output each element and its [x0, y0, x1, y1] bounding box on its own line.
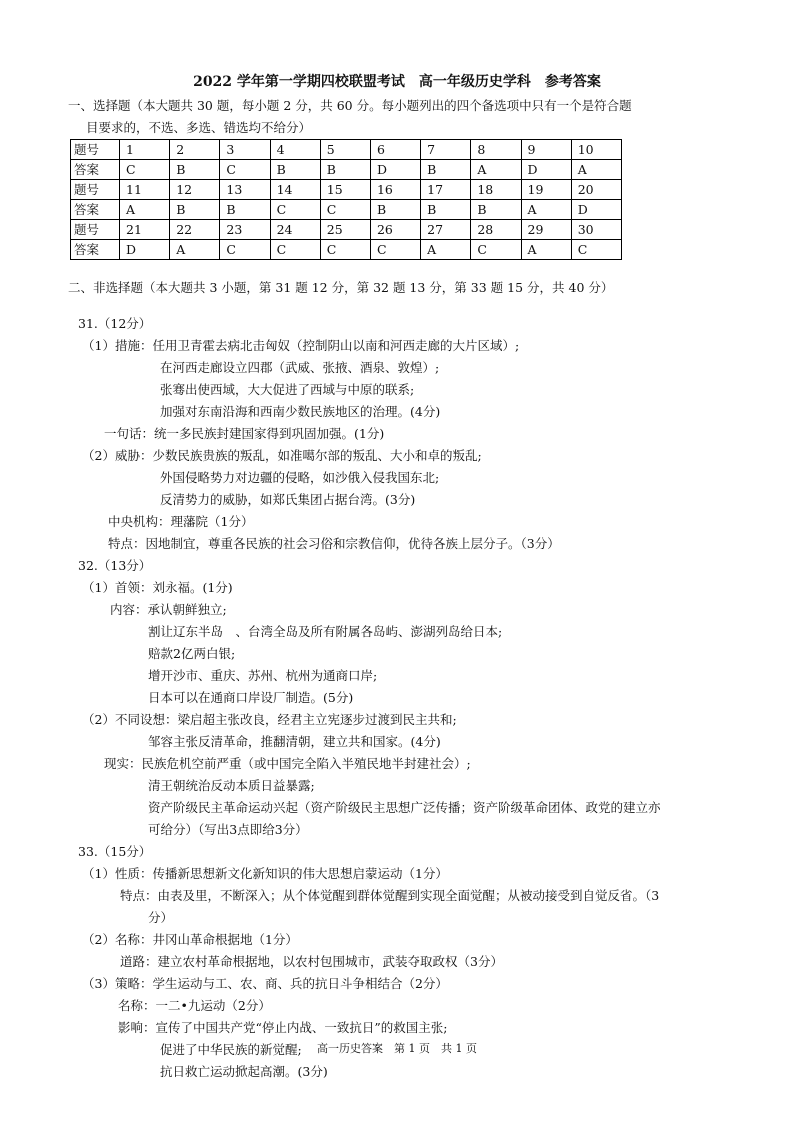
answer-line: 道路：建立农村革命根据地，以农村包围城市，武装夺取政权（3分） [120, 954, 503, 969]
answer-line: 促进了中华民族的新觉醒; [160, 1042, 302, 1057]
answer-cell: B [170, 160, 220, 180]
question-number-cell: 20 [571, 180, 621, 200]
answer-line: 外国侵略势力对边疆的侵略，如沙俄入侵我国东北; [160, 470, 440, 485]
question-number-cell: 19 [521, 180, 571, 200]
answer-line: 赔款2亿两白银; [148, 646, 236, 661]
answer-cell: D [370, 160, 420, 180]
page-title: 2022 学年第一学期四校联盟考试 高一年级历史学科 参考答案 [193, 74, 601, 90]
answer-row [71, 200, 622, 220]
answer-line: （2）名称：井冈山革命根据地（1分） [82, 932, 298, 947]
answer-line: 32.（13分） [78, 558, 152, 573]
question-number-cell: 13 [220, 180, 270, 200]
answer-line: 可给分）（写出3点即给3分） [148, 822, 308, 837]
answer-line: 31.（12分） [78, 316, 152, 331]
question-number-cell: 29 [521, 220, 571, 240]
answer-cell: C [220, 240, 270, 260]
answer-cell: C [471, 240, 521, 260]
answer-line: （2）不同设想：梁启超主张改良，经君主立宪逐步过渡到民主共和; [82, 712, 457, 727]
answer-line: 特点：因地制宜，尊重各民族的社会习俗和宗教信仰，优待各族上层分子。（3分） [108, 536, 560, 551]
page-footer: 高一历史答案 第 1 页 共 1 页 [317, 1042, 477, 1055]
question-number-cell: 28 [471, 220, 521, 240]
answer-cell: B [370, 200, 420, 220]
question-number-cell: 11 [120, 180, 170, 200]
answer-cell: A [571, 160, 621, 180]
answer-line: 影响：宣传了中国共产党“停止内战、一致抗日”的救国主张; [118, 1020, 448, 1035]
answer-cell: A [521, 200, 571, 220]
answer-cell: D [120, 240, 170, 260]
answer-line: 现实：民族危机空前严重（或中国完全陷入半殖民地半封建社会）; [104, 756, 471, 771]
answer-row [71, 160, 622, 180]
question-number-cell: 24 [270, 220, 320, 240]
answer-cell: A [120, 200, 170, 220]
answer-cell: A [471, 160, 521, 180]
answer-cell: C [270, 200, 320, 220]
question-number-cell: 10 [571, 140, 621, 160]
question-number-cell: 7 [421, 140, 471, 160]
section1-heading: 一、选择题（本大题共 30 题，每小题 2 分，共 60 分。每小题列出的四个备选项中只有一个是符合题 [68, 98, 632, 113]
answer-cell: A [521, 240, 571, 260]
answer-line: 增开沙市、重庆、苏州、杭州为通商口岸; [148, 668, 378, 683]
question-row-label: 题号 [71, 180, 120, 200]
answer-line: 中央机构：理藩院（1分） [108, 514, 254, 529]
answer-cell: B [471, 200, 521, 220]
question-row [71, 180, 622, 200]
question-number-cell: 23 [220, 220, 270, 240]
answer-row-label: 答案 [71, 200, 120, 220]
answer-line: （1）性质：传播新思想新文化新知识的伟大思想启蒙运动（1分） [82, 866, 448, 881]
question-number-cell: 15 [320, 180, 370, 200]
question-number-cell: 22 [170, 220, 220, 240]
answer-line: 清王朝统治反动本质日益暴露; [148, 778, 315, 793]
question-number-cell: 21 [120, 220, 170, 240]
answer-cell: B [421, 200, 471, 220]
answer-cell: C [571, 240, 621, 260]
section1-heading-cont: 目要求的，不选、多选、错选均不给分） [86, 120, 312, 135]
answer-cell: B [170, 200, 220, 220]
question-number-cell: 1 [120, 140, 170, 160]
question-number-cell: 17 [421, 180, 471, 200]
question-number-cell: 5 [320, 140, 370, 160]
answer-cell: D [521, 160, 571, 180]
answer-cell: C [220, 160, 270, 180]
answer-row-label: 答案 [71, 160, 120, 180]
answer-line: 邹容主张反清革命，推翻清朝，建立共和国家。(4分) [148, 734, 441, 749]
answer-line: 资产阶级民主革命运动兴起（资产阶级民主思想广泛传播；资产阶级革命团体、政党的建立亦 [148, 800, 661, 815]
answer-line: 特点：由表及里，不断深入；从个体觉醒到群体觉醒到实现全面觉醒；从被动接受到自觉反省。（3 [120, 888, 660, 903]
question-number-cell: 3 [220, 140, 270, 160]
answer-row-label: 答案 [71, 240, 120, 260]
question-row [71, 220, 622, 240]
answer-cell: A [421, 240, 471, 260]
answer-line: 张骞出使西域，大大促进了西域与中原的联系; [160, 382, 415, 397]
question-number-cell: 25 [320, 220, 370, 240]
question-number-cell: 26 [370, 220, 420, 240]
question-number-cell: 4 [270, 140, 320, 160]
answer-cell: C [270, 240, 320, 260]
question-number-cell: 2 [170, 140, 220, 160]
answer-line: 反清势力的威胁，如郑氏集团占据台湾。(3分) [160, 492, 416, 507]
answer-row [71, 240, 622, 260]
question-number-cell: 8 [471, 140, 521, 160]
answer-line: 割让辽东半岛 、台湾全岛及所有附属各岛屿、澎湖列岛给日本; [148, 624, 503, 639]
question-number-cell: 27 [421, 220, 471, 240]
answer-line: 分） [148, 910, 174, 925]
question-number-cell: 12 [170, 180, 220, 200]
answer-cell: C [120, 160, 170, 180]
answer-line: 一句话：统一多民族封建国家得到巩固加强。(1分) [104, 426, 385, 441]
question-number-cell: 9 [521, 140, 571, 160]
answer-cell: B [270, 160, 320, 180]
answer-line: 名称：一二•九运动（2分） [118, 998, 271, 1013]
question-number-cell: 30 [571, 220, 621, 240]
answer-line: 在河西走廊设立四郡（武威、张掖、酒泉、敦煌）; [160, 360, 440, 375]
answer-cell: C [370, 240, 420, 260]
answer-line: （1）首领：刘永福。(1分) [82, 580, 233, 595]
answer-line: （1）措施：任用卫青霍去病北击匈奴（控制阴山以南和河西走廊的大片区域）; [82, 338, 520, 353]
answer-line: （3）策略：学生运动与工、农、商、兵的抗日斗争相结合（2分） [82, 976, 448, 991]
answer-table [70, 139, 622, 260]
answer-line: 内容：承认朝鲜独立; [110, 602, 227, 617]
answer-cell: C [320, 200, 370, 220]
answer-cell: B [320, 160, 370, 180]
answer-cell: B [421, 160, 471, 180]
answer-line: 日本可以在通商口岸设厂制造。(5分) [148, 690, 354, 705]
question-row-label: 题号 [71, 140, 120, 160]
question-row [71, 140, 622, 160]
answer-line: 加强对东南沿海和西南少数民族地区的治理。(4分) [160, 404, 441, 419]
question-number-cell: 16 [370, 180, 420, 200]
answer-line: 33.（15分） [78, 844, 152, 859]
question-number-cell: 14 [270, 180, 320, 200]
answer-cell: D [571, 200, 621, 220]
question-number-cell: 18 [471, 180, 521, 200]
answer-cell: C [320, 240, 370, 260]
section2-heading: 二、非选择题（本大题共 3 小题，第 31 题 12 分，第 32 题 13 分，第 33 题 15 分，共 40 分） [68, 280, 614, 295]
answer-cell: A [170, 240, 220, 260]
answer-cell: B [220, 200, 270, 220]
answer-line: （2）威胁：少数民族贵族的叛乱，如准噶尔部的叛乱、大小和卓的叛乱; [82, 448, 482, 463]
question-number-cell: 6 [370, 140, 420, 160]
answer-line: 抗日救亡运动掀起高潮。(3分) [160, 1064, 328, 1079]
question-row-label: 题号 [71, 220, 120, 240]
